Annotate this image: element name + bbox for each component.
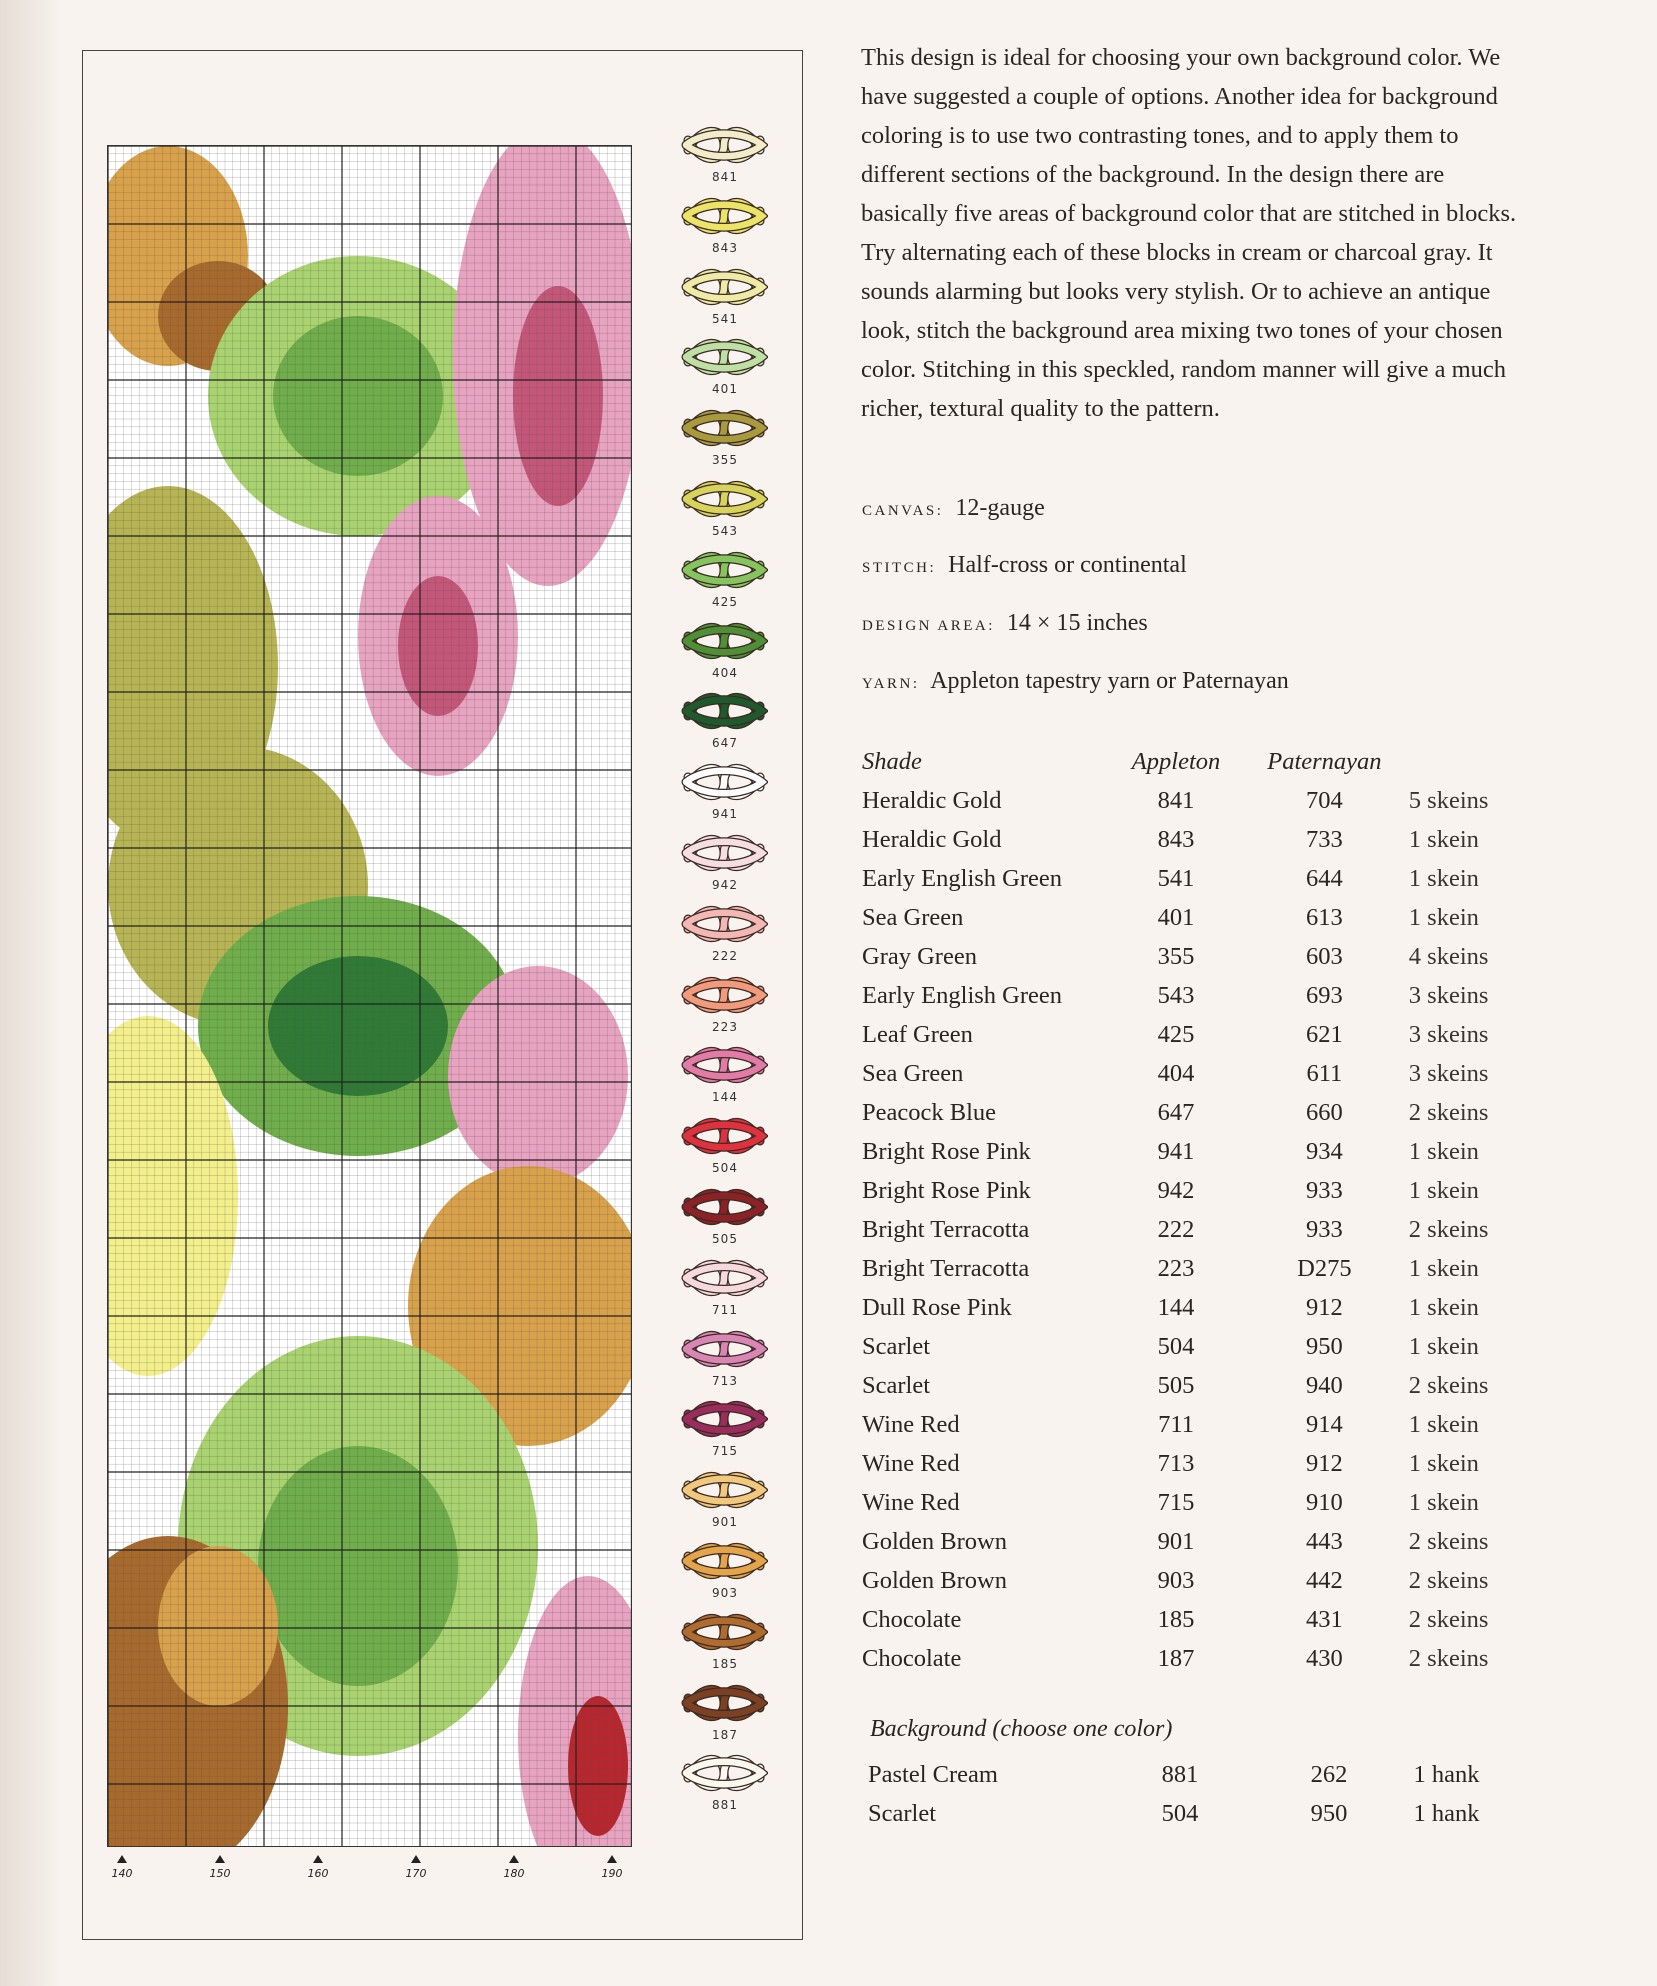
skein-number: 715 bbox=[712, 1444, 738, 1459]
cell-qty: 2 skeins bbox=[1408, 1098, 1489, 1126]
tick-marker-icon bbox=[411, 1855, 421, 1863]
axis-tick-label: 140 bbox=[111, 1867, 133, 1880]
cell-shade: Early English Green bbox=[862, 864, 1063, 892]
tick-marker-icon bbox=[117, 1855, 127, 1863]
background-title: Background (choose one color) bbox=[870, 1716, 1173, 1742]
spec-label: CANVAS: bbox=[862, 503, 944, 519]
yarn-skein-icon bbox=[680, 1182, 768, 1232]
skein-number: 841 bbox=[712, 170, 738, 184]
cell-qty: 1 skein bbox=[1408, 864, 1479, 892]
yarn-skein-icon bbox=[680, 403, 768, 453]
cell-paternayan: D275 bbox=[1297, 1254, 1352, 1282]
skein-223 bbox=[675, 970, 775, 1040]
skein-number: 543 bbox=[712, 524, 738, 538]
cell-shade: Early English Green bbox=[862, 981, 1063, 1009]
gold-leaf-bottom bbox=[158, 1546, 278, 1706]
table-row bbox=[862, 781, 1522, 820]
skein-713 bbox=[675, 1324, 775, 1394]
cell-shade: Sea Green bbox=[862, 903, 964, 931]
table-row bbox=[862, 1171, 1522, 1210]
axis-tick-label: 150 bbox=[209, 1867, 231, 1880]
yarn-skein-icon bbox=[680, 120, 768, 170]
skein-222 bbox=[675, 899, 775, 969]
skein-number: 185 bbox=[712, 1656, 738, 1671]
cell-paternayan: 611 bbox=[1306, 1059, 1343, 1087]
yarn-skein-icon bbox=[680, 191, 768, 241]
pink-flower-cluster bbox=[448, 966, 628, 1186]
skein-number: 223 bbox=[712, 1019, 738, 1034]
cell-shade: Gray Green bbox=[862, 942, 977, 970]
yarn-table bbox=[862, 742, 1522, 1678]
cell-qty: 1 hank bbox=[1413, 1799, 1480, 1827]
skein-number: 713 bbox=[712, 1373, 738, 1388]
cell-qty: 1 skein bbox=[1408, 1488, 1479, 1516]
yarn-skein-icon bbox=[680, 1465, 768, 1515]
cell-qty: 2 skeins bbox=[1408, 1215, 1489, 1243]
table-row bbox=[862, 1327, 1522, 1366]
red-rose-bottom bbox=[568, 1696, 628, 1836]
cell-shade: Bright Rose Pink bbox=[862, 1137, 1031, 1165]
spec-canvas bbox=[862, 495, 1045, 522]
skein-number: 505 bbox=[712, 1232, 738, 1246]
cell-appleton: 222 bbox=[1157, 1215, 1195, 1243]
cell-paternayan: 912 bbox=[1306, 1449, 1343, 1477]
tick-marker-icon bbox=[509, 1855, 519, 1863]
cell-shade: Peacock Blue bbox=[862, 1098, 997, 1126]
skein-number: 881 bbox=[712, 1798, 738, 1813]
cell-shade: Scarlet bbox=[862, 1371, 931, 1399]
table-row bbox=[862, 1522, 1522, 1561]
yarn-skein-icon bbox=[680, 1324, 768, 1374]
cell-paternayan: 621 bbox=[1306, 1020, 1343, 1048]
skein-711 bbox=[675, 1253, 775, 1323]
yarn-skein-icon bbox=[680, 757, 768, 807]
table-row bbox=[868, 1794, 1528, 1833]
cell-qty: 1 skein bbox=[1408, 825, 1479, 853]
cell-appleton: 504 bbox=[1157, 1332, 1195, 1360]
skein-401 bbox=[675, 332, 775, 402]
cell-paternayan: 940 bbox=[1306, 1371, 1343, 1399]
cell-shade: Pastel Cream bbox=[868, 1760, 998, 1788]
tick-marker-icon bbox=[313, 1855, 323, 1863]
cell-qty: 2 skeins bbox=[1408, 1605, 1489, 1633]
table-row bbox=[862, 898, 1522, 937]
cell-appleton: 144 bbox=[1157, 1293, 1195, 1321]
table-row bbox=[862, 1093, 1522, 1132]
green-leaf-dark bbox=[268, 956, 448, 1096]
cell-paternayan: 933 bbox=[1306, 1176, 1343, 1204]
cell-appleton: 187 bbox=[1157, 1644, 1195, 1672]
table-header-row bbox=[862, 742, 1522, 781]
yarn-skein-icon bbox=[680, 1607, 768, 1657]
cell-paternayan: 262 bbox=[1310, 1760, 1348, 1788]
skein-number: 222 bbox=[712, 948, 738, 963]
skein-number: 144 bbox=[712, 1090, 738, 1105]
cell-qty: 1 skein bbox=[1408, 1449, 1479, 1477]
skein-number: 711 bbox=[712, 1302, 738, 1317]
axis-tick bbox=[499, 1855, 529, 1880]
table-row bbox=[862, 937, 1522, 976]
spec-value: Appleton tapestry yarn or Paternayan bbox=[930, 668, 1289, 694]
axis-tick-label: 170 bbox=[405, 1867, 427, 1880]
cell-paternayan: 914 bbox=[1306, 1410, 1343, 1438]
yarn-skein-icon bbox=[680, 545, 768, 595]
axis-tick-label: 160 bbox=[307, 1867, 329, 1880]
cell-paternayan: 431 bbox=[1306, 1605, 1343, 1633]
cell-shade: Bright Terracotta bbox=[862, 1215, 1030, 1243]
cell-appleton: 355 bbox=[1157, 942, 1195, 970]
skein-number: 355 bbox=[712, 453, 738, 468]
axis-tick bbox=[107, 1855, 137, 1880]
yarn-skein-icon bbox=[680, 1040, 768, 1090]
yarn-skein-icon bbox=[680, 828, 768, 878]
header-paternayan: Paternayan bbox=[1267, 747, 1382, 775]
cell-shade: Wine Red bbox=[862, 1449, 960, 1477]
skein-number: 401 bbox=[712, 382, 738, 397]
cell-paternayan: 912 bbox=[1306, 1293, 1343, 1321]
yarn-skein-icon bbox=[680, 1678, 768, 1728]
skein-185 bbox=[675, 1607, 775, 1677]
cell-qty: 1 skein bbox=[1408, 1332, 1479, 1360]
skein-941 bbox=[675, 757, 775, 827]
cell-appleton: 942 bbox=[1157, 1176, 1195, 1204]
cell-paternayan: 950 bbox=[1306, 1332, 1343, 1360]
skein-187 bbox=[675, 1678, 775, 1748]
cell-appleton: 425 bbox=[1157, 1020, 1195, 1048]
yarn-skein-icon bbox=[680, 262, 768, 312]
rose-bud-center bbox=[398, 576, 478, 716]
table-row bbox=[862, 1561, 1522, 1600]
axis-tick-label: 180 bbox=[503, 1867, 525, 1880]
cell-qty: 5 skeins bbox=[1408, 786, 1489, 814]
cell-qty: 1 hank bbox=[1413, 1760, 1480, 1788]
page-gutter bbox=[0, 0, 60, 1986]
skein-505 bbox=[675, 1182, 775, 1252]
spec-yarn bbox=[862, 668, 1289, 695]
spec-label: DESIGN AREA: bbox=[862, 618, 995, 634]
cell-appleton: 881 bbox=[1161, 1760, 1199, 1788]
skein-715 bbox=[675, 1394, 775, 1464]
skein-504 bbox=[675, 1111, 775, 1181]
skein-number: 942 bbox=[712, 878, 738, 892]
cell-paternayan: 910 bbox=[1306, 1488, 1343, 1516]
tick-marker-icon bbox=[607, 1855, 617, 1863]
skein-425 bbox=[675, 545, 775, 615]
cell-appleton: 941 bbox=[1157, 1137, 1195, 1165]
table-row bbox=[862, 820, 1522, 859]
cell-appleton: 543 bbox=[1157, 981, 1195, 1009]
cell-appleton: 504 bbox=[1161, 1799, 1199, 1827]
cell-paternayan: 934 bbox=[1306, 1137, 1343, 1165]
skein-841 bbox=[675, 120, 775, 190]
cell-paternayan: 660 bbox=[1306, 1098, 1343, 1126]
cell-paternayan: 704 bbox=[1306, 786, 1343, 814]
header-appleton: Appleton bbox=[1131, 747, 1221, 775]
cell-paternayan: 603 bbox=[1306, 942, 1343, 970]
skein-number: 187 bbox=[712, 1727, 738, 1742]
cell-qty: 1 skein bbox=[1408, 1410, 1479, 1438]
yarn-table-body bbox=[862, 781, 1522, 1678]
skein-number: 941 bbox=[712, 807, 738, 822]
cell-shade: Leaf Green bbox=[862, 1020, 973, 1048]
table-row bbox=[862, 1366, 1522, 1405]
cell-appleton: 715 bbox=[1157, 1488, 1195, 1516]
yarn-skein-icon bbox=[680, 899, 768, 949]
table-row bbox=[862, 1600, 1522, 1639]
yarn-skein-icon bbox=[680, 332, 768, 382]
skein-903 bbox=[675, 1536, 775, 1606]
skein-number: 541 bbox=[712, 311, 738, 326]
cell-shade: Chocolate bbox=[862, 1644, 962, 1672]
cell-qty: 3 skeins bbox=[1408, 981, 1489, 1009]
cell-shade: Bright Rose Pink bbox=[862, 1176, 1031, 1204]
background-table-body bbox=[868, 1755, 1528, 1833]
cell-shade: Golden Brown bbox=[862, 1527, 1007, 1555]
skein-number: 504 bbox=[712, 1161, 738, 1176]
cell-paternayan: 442 bbox=[1306, 1566, 1343, 1594]
cell-qty: 1 skein bbox=[1408, 1293, 1479, 1321]
axis-tick bbox=[205, 1855, 235, 1880]
rose-center bbox=[513, 286, 603, 506]
background-table bbox=[868, 1755, 1528, 1833]
yarn-skein-icon bbox=[680, 686, 768, 736]
spec-design-area bbox=[862, 610, 1148, 637]
cell-paternayan: 644 bbox=[1306, 864, 1343, 892]
spec-label: YARN: bbox=[862, 676, 920, 692]
header-shade: Shade bbox=[862, 747, 922, 775]
stitch-chart bbox=[107, 145, 632, 1847]
cell-appleton: 843 bbox=[1157, 825, 1195, 853]
header-quantity bbox=[1399, 742, 1522, 781]
skein-843 bbox=[675, 191, 775, 261]
skein-355 bbox=[675, 403, 775, 473]
cell-appleton: 401 bbox=[1157, 903, 1195, 931]
cell-shade: Scarlet bbox=[868, 1799, 937, 1827]
skein-942 bbox=[675, 828, 775, 898]
spec-stitch bbox=[862, 552, 1187, 579]
skein-number: 903 bbox=[712, 1586, 738, 1600]
cell-qty: 1 skein bbox=[1408, 1137, 1479, 1165]
yarn-skein-icon bbox=[680, 1394, 768, 1444]
cell-shade: Scarlet bbox=[862, 1332, 931, 1360]
table-row bbox=[862, 1015, 1522, 1054]
cell-qty: 2 skeins bbox=[1408, 1566, 1489, 1594]
spec-label: STITCH: bbox=[862, 560, 937, 576]
table-row bbox=[868, 1755, 1528, 1794]
cell-qty: 3 skeins bbox=[1408, 1059, 1489, 1087]
skein-901 bbox=[675, 1465, 775, 1535]
chart-axis bbox=[107, 1855, 667, 1895]
table-row bbox=[862, 1132, 1522, 1171]
cell-qty: 1 skein bbox=[1408, 1176, 1479, 1204]
spec-value: 14 × 15 inches bbox=[1006, 610, 1148, 636]
cell-appleton: 223 bbox=[1157, 1254, 1195, 1282]
yarn-skein-icon bbox=[680, 474, 768, 524]
cell-shade: Sea Green bbox=[862, 1059, 964, 1087]
skein-number: 647 bbox=[712, 736, 738, 751]
skein-number: 404 bbox=[712, 665, 738, 680]
skein-404 bbox=[675, 616, 775, 686]
cell-shade: Wine Red bbox=[862, 1488, 960, 1516]
cell-qty: 1 skein bbox=[1408, 1254, 1479, 1282]
cell-paternayan: 443 bbox=[1306, 1527, 1343, 1555]
skein-881 bbox=[675, 1748, 775, 1818]
cell-paternayan: 613 bbox=[1306, 903, 1343, 931]
cell-shade: Golden Brown bbox=[862, 1566, 1007, 1594]
green-leaf-vein bbox=[273, 316, 443, 476]
skein-647 bbox=[675, 686, 775, 756]
cell-appleton: 841 bbox=[1157, 786, 1195, 814]
yarn-skein-icon bbox=[680, 1748, 768, 1798]
intro-paragraph: This design is ideal for choosing your own background color. We have suggested a couple of options. Another idea for background coloring is to use two contrasting tones, and to apply them to different sections of the background. In the design there are basically five areas of background color that are stitched in blocks. Try alternating each of these blocks in cream or charcoal gray. It sounds alarming but looks very stylish. Or to achieve an antique look, stitch the background area mixing two tones of your chosen color. Stitching in this speckled, random manner will give a much richer, textural quality to the pattern. bbox=[861, 44, 1517, 422]
cell-appleton: 711 bbox=[1158, 1410, 1194, 1438]
cell-qty: 2 skeins bbox=[1408, 1644, 1489, 1672]
cell-qty: 2 skeins bbox=[1408, 1527, 1489, 1555]
cell-appleton: 404 bbox=[1157, 1059, 1195, 1087]
cell-appleton: 713 bbox=[1157, 1449, 1195, 1477]
cell-paternayan: 693 bbox=[1306, 981, 1343, 1009]
spec-value: 12-gauge bbox=[955, 495, 1045, 521]
cell-shade: Dull Rose Pink bbox=[862, 1293, 1012, 1321]
stitch-chart-grid bbox=[108, 146, 631, 1846]
spec-value: Half-cross or continental bbox=[948, 552, 1187, 578]
cell-qty: 4 skeins bbox=[1408, 942, 1489, 970]
cell-appleton: 903 bbox=[1157, 1566, 1195, 1594]
yarn-skein-icon bbox=[680, 1536, 768, 1586]
cell-appleton: 541 bbox=[1157, 864, 1195, 892]
cell-paternayan: 950 bbox=[1310, 1799, 1348, 1827]
table-row bbox=[862, 859, 1522, 898]
skein-number: 843 bbox=[712, 240, 738, 255]
cell-paternayan: 933 bbox=[1306, 1215, 1343, 1243]
skein-number: 901 bbox=[712, 1515, 738, 1530]
table-row bbox=[862, 1483, 1522, 1522]
table-row bbox=[862, 1444, 1522, 1483]
table-row bbox=[862, 1054, 1522, 1093]
table-row bbox=[862, 1288, 1522, 1327]
cell-appleton: 647 bbox=[1157, 1098, 1195, 1126]
table-row bbox=[862, 1249, 1522, 1288]
cell-appleton: 901 bbox=[1157, 1527, 1195, 1555]
cell-shade: Bright Terracotta bbox=[862, 1254, 1030, 1282]
cell-paternayan: 733 bbox=[1306, 825, 1343, 853]
cell-qty: 3 skeins bbox=[1408, 1020, 1489, 1048]
table-row bbox=[862, 976, 1522, 1015]
yarn-skein-icon bbox=[680, 1111, 768, 1161]
cell-qty: 1 skein bbox=[1408, 903, 1479, 931]
axis-tick-label: 190 bbox=[601, 1867, 623, 1880]
cell-shade: Wine Red bbox=[862, 1410, 960, 1438]
cell-qty: 2 skeins bbox=[1408, 1371, 1489, 1399]
skein-543 bbox=[675, 474, 775, 544]
tick-marker-icon bbox=[215, 1855, 225, 1863]
table-row bbox=[862, 1639, 1522, 1678]
cell-shade: Chocolate bbox=[862, 1605, 962, 1633]
axis-tick bbox=[401, 1855, 431, 1880]
skein-number: 425 bbox=[712, 594, 738, 609]
cell-paternayan: 430 bbox=[1306, 1644, 1343, 1672]
cell-appleton: 185 bbox=[1157, 1605, 1195, 1633]
green-leaf-lower-vein bbox=[258, 1446, 458, 1686]
yarn-skein-icon bbox=[680, 970, 768, 1020]
yarn-skein-icon bbox=[680, 616, 768, 666]
skein-144 bbox=[675, 1040, 775, 1110]
axis-tick bbox=[303, 1855, 333, 1880]
cell-shade: Heraldic Gold bbox=[862, 786, 1002, 814]
yarn-skein-icon bbox=[680, 1253, 768, 1303]
cell-appleton: 505 bbox=[1157, 1371, 1195, 1399]
table-row bbox=[862, 1405, 1522, 1444]
cell-shade: Heraldic Gold bbox=[862, 825, 1002, 853]
skein-541 bbox=[675, 262, 775, 332]
axis-tick bbox=[597, 1855, 627, 1880]
table-row bbox=[862, 1210, 1522, 1249]
